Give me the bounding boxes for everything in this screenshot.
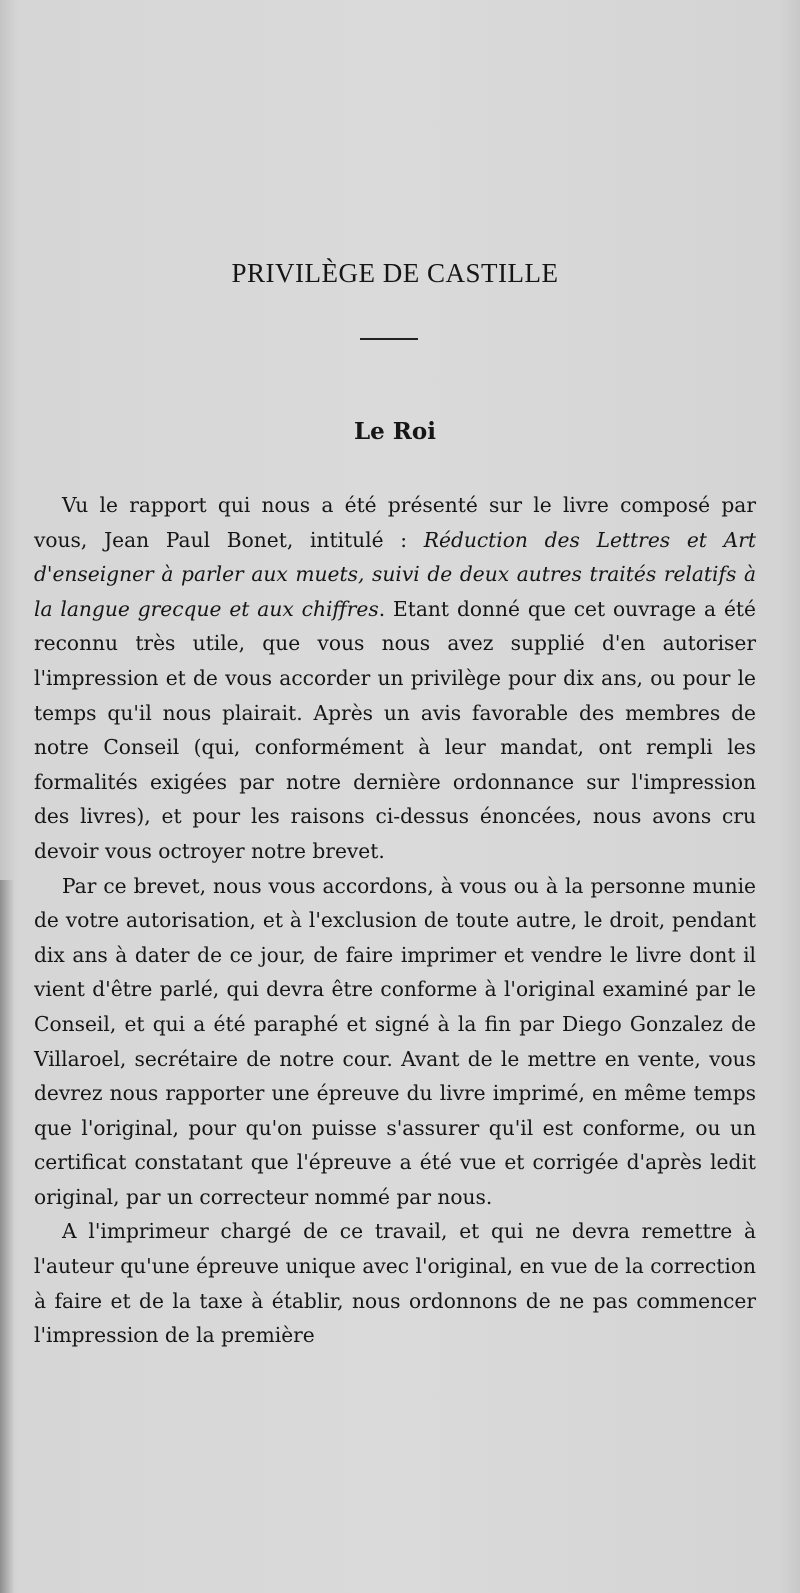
page-title: PRIVILÈGE DE CASTILLE [231,258,559,288]
body-text [34,488,756,1353]
page-binding-shadow [0,880,14,1593]
book-title: Réduction des Lettres et Art d'enseigner à parler aux muets, suivi de deux autres traités relatifs à la langue grecque et aux chiffres [34,527,756,621]
section-heading: Le Roi [353,418,436,445]
paragraph-1-intro: Vu le rapport qui nous a été présenté sur le livre composé par vous, Jean Paul Bonet, intitulé : [34,493,756,552]
paragraph-2: Par ce brevet, nous vous accordons, à vous ou à la personne munie de votre autorisation, et à l'exclusion de toute autre, le droit, pendant dix ans à dater de ce jour, de faire imprimer et vendre le livre dont il vient d'être parlé, qui devra être conforme à l'original examiné par le Conseil, et qui a été paraphé et signé à la fin par Diego Gonzalez de Villaroel, secrétaire de notre cour. Avant de le mettre en vente, vous devrez nous rapporter une épreuve du livre imprimé, en même temps que l'original, pour qu'on puisse s'assurer qu'il est conforme, ou un certificat constatant que l'épreuve a été vue et corrigée d'après ledit original, par un correcteur nommé par nous. [34,873,756,1209]
paragraph-3: A l'imprimeur chargé de ce travail, et qui ne devra remettre à l'auteur qu'une épreuve unique avec l'original, en vue de la correction à faire et de la taxe à établir, nous ordonnons de ne pas commencer l'impression de la première [34,1219,756,1348]
paragraph-1-rest: . Etant donné que cet ouvrage a été reconnu très utile, que vous nous avez supplié d'en autoriser l'impression et de vous accorder un privilège pour dix ans, ou pour le temps qu'il nous plairait. Après un avis favorable des membres de notre Conseil (qui, conformément à leur mandat, ont rempli les formalités exigées par notre dernière ordonnance sur l'impression des livres), et pour les raisons ci-dessus énoncées, nous avons cru devoir vous octroyer notre brevet. [34,596,756,863]
paragraph-1 [34,488,756,869]
title-divider [360,338,418,340]
